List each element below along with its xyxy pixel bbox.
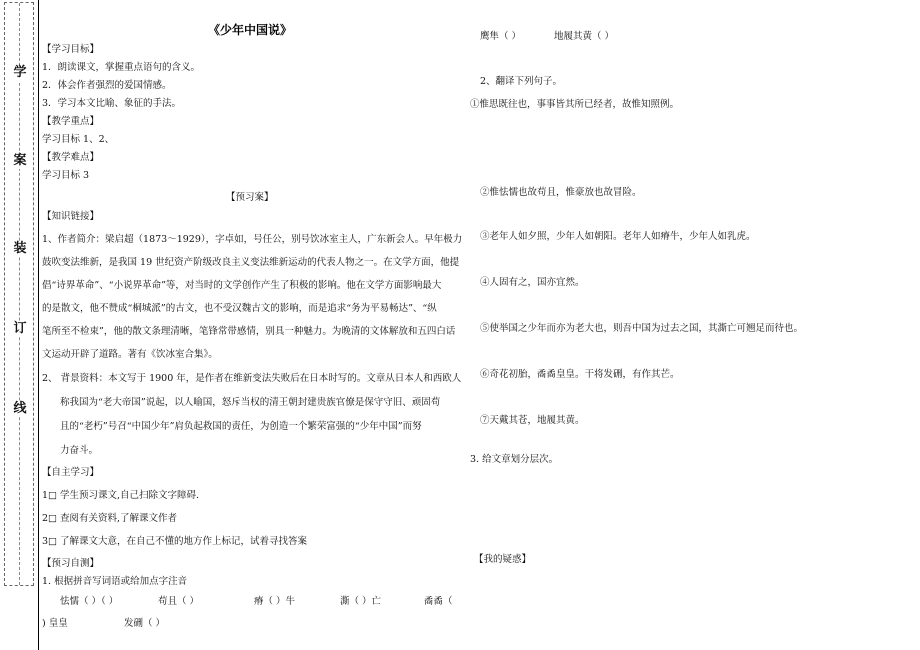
question-2: 2、翻译下列句子。 xyxy=(480,76,563,87)
focus-heading: 【教学重点】 xyxy=(42,116,100,127)
focus-text: 学习目标 1、2、 xyxy=(42,134,115,145)
sentence-item: ④人固有之，国亦宜然。 xyxy=(480,277,585,288)
sentence-item: ③老年人如夕照，少年人如朝阳。老年人如瘠牛，少年人如乳虎。 xyxy=(480,231,756,242)
pinyin-item: 矞矞（ xyxy=(424,596,453,607)
binding-margin xyxy=(4,2,34,586)
knowledge-heading: 【知识链接】 xyxy=(42,211,100,222)
binding-char-1: 学 xyxy=(11,65,29,81)
self-study-item: 1□ 学生预习课文,自己扫除文字障碍. xyxy=(42,490,200,501)
difficulty-text: 学习目标 3 xyxy=(42,170,90,181)
background-line: 称我国为“老大帝国”说起，以人喻国，怒斥当权的清王朝封建贵族官僚是保守守旧、顽固苟 xyxy=(60,397,441,408)
pinyin-item: 瘠（ ）牛 xyxy=(254,596,296,607)
question-3: 3. 给文章划分层次。 xyxy=(470,454,559,465)
pinyin-item: 怯懦（ ）（ ） xyxy=(60,596,119,607)
pinyin-item: 发硎（ ） xyxy=(124,618,166,629)
binding-char-3: 装 xyxy=(11,241,29,257)
page-title: 《少年中国说》 xyxy=(208,23,293,37)
self-study-item: 2□ 查阅有关资料,了解课文作者 xyxy=(42,513,178,524)
binding-dashed-line xyxy=(19,3,20,585)
pinyin-item: 鹰隼（ ） xyxy=(480,31,522,42)
pinyin-item: ) 皇皇 xyxy=(42,618,68,629)
pinyin-item: 澌（ ）亡 xyxy=(340,596,382,607)
goal-item: 1．朗读课文，掌握重点语句的含义。 xyxy=(42,62,201,73)
author-line: 1、作者简介：梁启超（1873～1929），字卓如，号任公，别号饮冰室主人，广东新会人。早年极力 xyxy=(42,234,463,245)
background-line: 2、 背景资料：本文写于 1900 年，是作者在维新变法失败后在日本时写的。文章从日本人和西欧人 xyxy=(42,373,462,384)
goals-heading: 【学习目标】 xyxy=(42,44,100,55)
sentence-item: ①惟思既往也，事事皆其所已经者，故惟知照例。 xyxy=(470,99,680,110)
background-line: 且的“老朽”号召“中国少年”肩负起救国的责任，为创造一个繁荣富强的“少年中国”而努 xyxy=(60,421,422,432)
author-line: 文运动开辟了道路。著有《饮冰室合集》。 xyxy=(42,349,218,360)
background-line: 力奋斗。 xyxy=(60,445,99,456)
self-test-heading: 【预习自测】 xyxy=(42,558,100,569)
goal-item: 2．体会作者强烈的爱国情感。 xyxy=(42,80,172,91)
preview-heading: 【预习案】 xyxy=(226,192,274,203)
author-line: 鼓吹变法维新，是我国 19 世纪资产阶级改良主义变法维新运动的代表人物之一。在文学方面，他提 xyxy=(42,257,460,268)
sentence-item: ⑦天戴其苍，地履其黄。 xyxy=(480,415,585,426)
pinyin-item: 苟且（ ） xyxy=(158,596,200,607)
self-study-item: 3□ 了解课文大意，在自己不懂的地方作上标记，试着寻找答案 xyxy=(42,536,308,547)
difficulty-heading: 【教学难点】 xyxy=(42,152,100,163)
author-line: 的是散文，他不赞成“桐城派”的古文，也不受汉魏古文的影响，而是追求“务为平易畅达”、“纵 xyxy=(42,303,437,314)
author-line: 倡“诗界革命”、“小说界革命”等，对当时的文学创作产生了积极的影响。他在文学方面影响最大 xyxy=(42,280,442,291)
binding-char-4: 订 xyxy=(11,321,29,337)
margin-rule xyxy=(38,0,39,650)
self-study-heading: 【自主学习】 xyxy=(42,467,100,478)
doubt-heading: 【我的疑惑】 xyxy=(474,554,532,565)
goal-item: 3．学习本文比喻、象征的手法。 xyxy=(42,98,182,109)
author-line: 笔所至不检束”，他的散文条理清晰，笔锋常带感情，别具一种魅力。为晚清的文体解放和五四白话 xyxy=(42,326,456,337)
sentence-item: ②惟怯懦也故苟且，惟豪放也故冒险。 xyxy=(480,187,642,198)
binding-char-5: 线 xyxy=(11,401,29,417)
pinyin-item: 地履其黄（ ） xyxy=(554,31,615,42)
sentence-item: ⑤使举国之少年而亦为老大也，则吾中国为过去之国，其澌亡可翘足而待也。 xyxy=(480,323,804,334)
binding-char-2: 案 xyxy=(11,153,29,169)
question-1: 1. 根据拼音写词语或给加点字注音 xyxy=(42,576,188,587)
sentence-item: ⑥奇花初胎，矞矞皇皇。干将发硎，有作其芒。 xyxy=(480,369,680,380)
